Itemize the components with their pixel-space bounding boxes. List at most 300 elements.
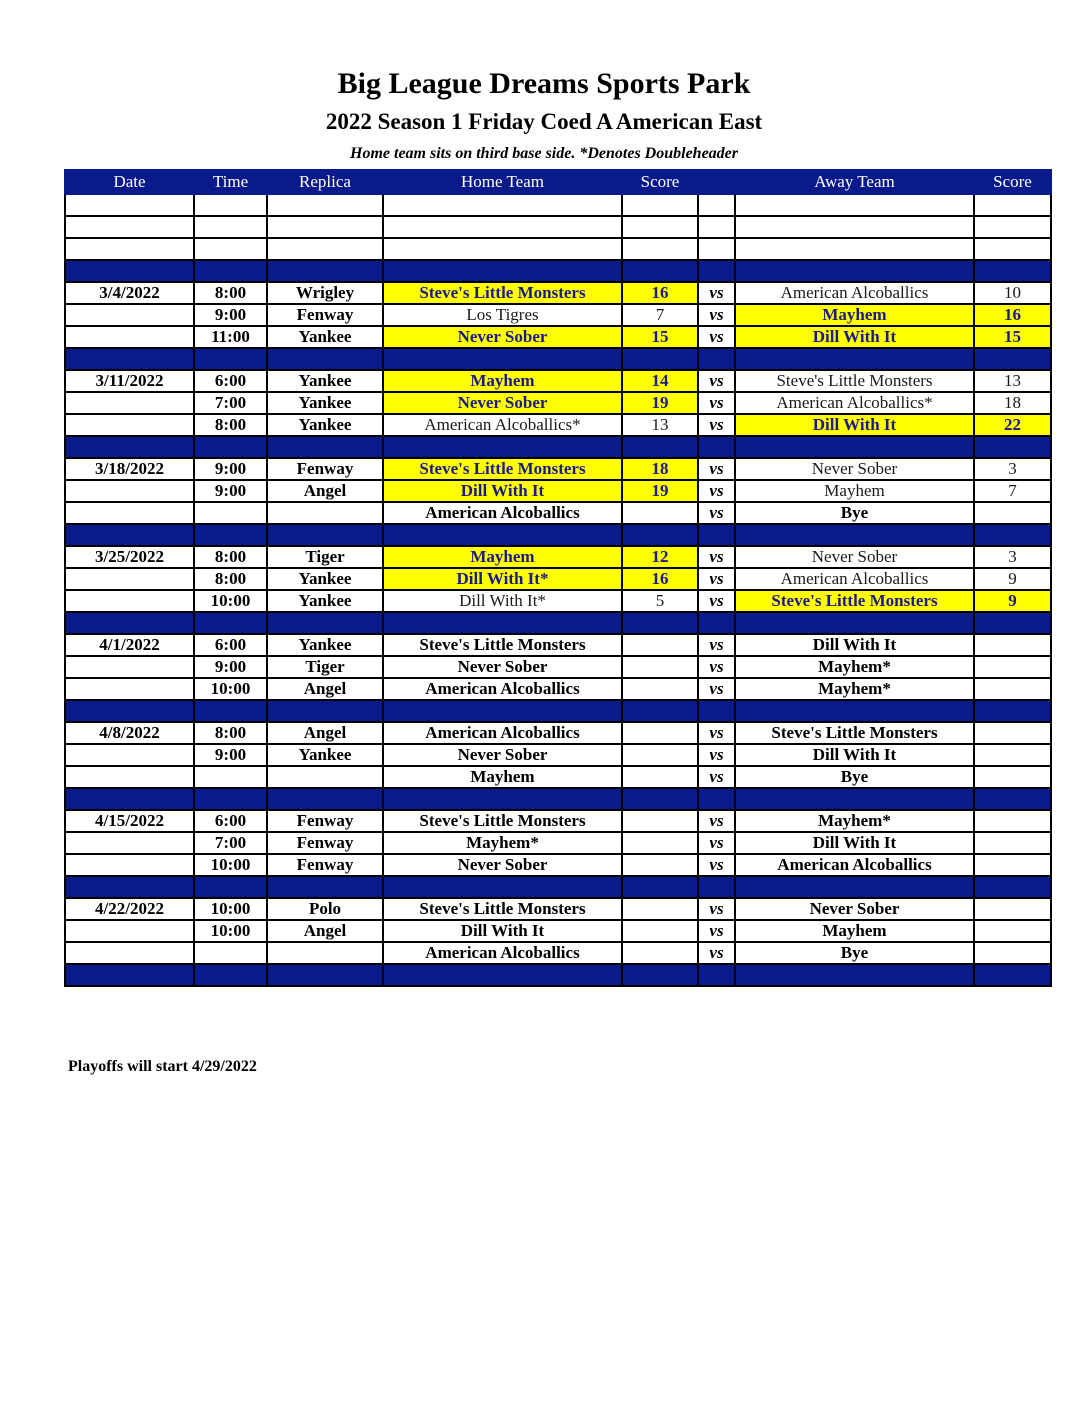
separator-cell (698, 964, 735, 986)
game-date: 4/22/2022 (65, 898, 194, 920)
field-replica: Angel (267, 722, 383, 744)
separator-cell (65, 612, 194, 634)
away-score: 10 (974, 282, 1051, 304)
home-score (622, 502, 698, 524)
field-replica (267, 766, 383, 788)
field-replica: Wrigley (267, 282, 383, 304)
away-score: 13 (974, 370, 1051, 392)
schedule-body (65, 194, 1051, 986)
away-team: American Alcoballics (735, 854, 974, 876)
game-time: 8:00 (194, 546, 267, 568)
separator-cell (974, 524, 1051, 546)
blank-cell (622, 194, 698, 216)
field-replica: Polo (267, 898, 383, 920)
game-time: 8:00 (194, 722, 267, 744)
vs-label: vs (698, 370, 735, 392)
separator-cell (65, 524, 194, 546)
separator-cell (974, 700, 1051, 722)
away-team: American Alcoballics (735, 568, 974, 590)
week-separator (65, 348, 1051, 370)
away-score: 9 (974, 590, 1051, 612)
game-time: 9:00 (194, 304, 267, 326)
home-team: Dill With It (383, 920, 622, 942)
away-score (974, 744, 1051, 766)
separator-cell (65, 876, 194, 898)
vs-label: vs (698, 326, 735, 348)
blank-cell (65, 216, 194, 238)
field-replica: Yankee (267, 634, 383, 656)
separator-cell (622, 788, 698, 810)
schedule-note: Home team sits on third base side. *Denotes Doubleheader (350, 145, 738, 162)
home-team: Steve's Little Monsters (383, 634, 622, 656)
away-score: 16 (974, 304, 1051, 326)
playoffs-note: Playoffs will start 4/29/2022 (68, 1058, 257, 1075)
field-replica: Yankee (267, 326, 383, 348)
separator-cell (194, 964, 267, 986)
game-time: 6:00 (194, 810, 267, 832)
blank-cell (698, 194, 735, 216)
table-row (65, 810, 1051, 832)
separator-cell (383, 612, 622, 634)
away-team: Dill With It (735, 634, 974, 656)
home-team: Steve's Little Monsters (383, 810, 622, 832)
game-date (65, 942, 194, 964)
home-score (622, 832, 698, 854)
vs-label: vs (698, 546, 735, 568)
separator-cell (974, 348, 1051, 370)
game-date (65, 414, 194, 436)
col-header-away-team: Away Team (735, 170, 974, 194)
home-team: Dill With It (383, 480, 622, 502)
week-separator (65, 260, 1051, 282)
field-replica: Fenway (267, 832, 383, 854)
blank-cell (698, 238, 735, 260)
game-date: 3/11/2022 (65, 370, 194, 392)
col-header-home-team: Home Team (383, 170, 622, 194)
home-team: American Alcoballics (383, 678, 622, 700)
game-time: 9:00 (194, 744, 267, 766)
game-time: 10:00 (194, 678, 267, 700)
game-date: 4/8/2022 (65, 722, 194, 744)
home-team: Dill With It* (383, 590, 622, 612)
away-team: American Alcoballics (735, 282, 974, 304)
table-row (65, 766, 1051, 788)
separator-cell (194, 524, 267, 546)
away-score: 9 (974, 568, 1051, 590)
home-team: American Alcoballics (383, 942, 622, 964)
col-header-home-score: Score (622, 170, 698, 194)
home-score: 12 (622, 546, 698, 568)
away-team: Bye (735, 502, 974, 524)
table-header (65, 170, 1051, 194)
vs-label: vs (698, 568, 735, 590)
game-date (65, 304, 194, 326)
vs-label: vs (698, 898, 735, 920)
vs-label: vs (698, 854, 735, 876)
separator-cell (267, 964, 383, 986)
game-time: 10:00 (194, 590, 267, 612)
blank-cell (622, 238, 698, 260)
separator-cell (698, 788, 735, 810)
away-score (974, 898, 1051, 920)
field-replica: Yankee (267, 590, 383, 612)
separator-cell (65, 348, 194, 370)
vs-label: vs (698, 810, 735, 832)
away-score: 3 (974, 546, 1051, 568)
game-time: 6:00 (194, 634, 267, 656)
away-team: Never Sober (735, 458, 974, 480)
blank-cell (267, 194, 383, 216)
game-time: 7:00 (194, 832, 267, 854)
blank-row (65, 238, 1051, 260)
separator-cell (735, 348, 974, 370)
blank-cell (194, 194, 267, 216)
separator-cell (622, 436, 698, 458)
separator-cell (267, 788, 383, 810)
game-date (65, 766, 194, 788)
separator-cell (267, 260, 383, 282)
separator-cell (698, 876, 735, 898)
blank-cell (65, 194, 194, 216)
separator-cell (974, 436, 1051, 458)
separator-cell (383, 524, 622, 546)
away-team: Mayhem (735, 920, 974, 942)
separator-cell (383, 876, 622, 898)
game-time: 10:00 (194, 920, 267, 942)
header-row (65, 170, 1051, 194)
vs-label: vs (698, 480, 735, 502)
away-score (974, 502, 1051, 524)
week-separator (65, 612, 1051, 634)
separator-cell (974, 876, 1051, 898)
separator-cell (383, 964, 622, 986)
table-row (65, 370, 1051, 392)
game-date (65, 326, 194, 348)
vs-label: vs (698, 392, 735, 414)
vs-label: vs (698, 590, 735, 612)
vs-label: vs (698, 832, 735, 854)
table-row (65, 832, 1051, 854)
game-time (194, 942, 267, 964)
home-team: Never Sober (383, 854, 622, 876)
field-replica: Yankee (267, 568, 383, 590)
separator-cell (698, 524, 735, 546)
table-row (65, 304, 1051, 326)
game-time: 9:00 (194, 458, 267, 480)
game-date (65, 678, 194, 700)
separator-cell (65, 436, 194, 458)
away-team: Steve's Little Monsters (735, 370, 974, 392)
game-time: 8:00 (194, 414, 267, 436)
separator-cell (194, 612, 267, 634)
game-date (65, 392, 194, 414)
home-team: American Alcoballics (383, 722, 622, 744)
separator-cell (974, 788, 1051, 810)
separator-cell (622, 700, 698, 722)
separator-cell (65, 788, 194, 810)
table-row (65, 568, 1051, 590)
table-row (65, 678, 1051, 700)
home-team: Steve's Little Monsters (383, 898, 622, 920)
vs-label: vs (698, 920, 735, 942)
table-row (65, 414, 1051, 436)
vs-label: vs (698, 744, 735, 766)
separator-cell (383, 260, 622, 282)
blank-cell (383, 194, 622, 216)
separator-cell (622, 524, 698, 546)
separator-cell (194, 876, 267, 898)
away-team: Never Sober (735, 898, 974, 920)
game-date (65, 590, 194, 612)
week-separator (65, 524, 1051, 546)
table-row (65, 502, 1051, 524)
away-team: Bye (735, 942, 974, 964)
vs-label: vs (698, 634, 735, 656)
away-team: Dill With It (735, 414, 974, 436)
separator-cell (194, 700, 267, 722)
separator-cell (735, 700, 974, 722)
game-date (65, 744, 194, 766)
blank-cell (65, 238, 194, 260)
game-time: 6:00 (194, 370, 267, 392)
home-team: Mayhem (383, 766, 622, 788)
game-time: 11:00 (194, 326, 267, 348)
away-score: 7 (974, 480, 1051, 502)
table-row (65, 392, 1051, 414)
table-row (65, 898, 1051, 920)
home-score (622, 898, 698, 920)
separator-cell (735, 876, 974, 898)
separator-cell (65, 260, 194, 282)
field-replica: Tiger (267, 546, 383, 568)
vs-label: vs (698, 678, 735, 700)
vs-label: vs (698, 722, 735, 744)
blank-row (65, 216, 1051, 238)
home-team: Steve's Little Monsters (383, 282, 622, 304)
game-date: 3/18/2022 (65, 458, 194, 480)
col-header-time: Time (194, 170, 267, 194)
field-replica: Angel (267, 920, 383, 942)
away-score (974, 920, 1051, 942)
blank-cell (735, 216, 974, 238)
separator-cell (735, 260, 974, 282)
field-replica: Yankee (267, 392, 383, 414)
separator-cell (267, 348, 383, 370)
separator-cell (622, 876, 698, 898)
separator-cell (698, 348, 735, 370)
separator-cell (267, 436, 383, 458)
away-score: 3 (974, 458, 1051, 480)
separator-cell (267, 612, 383, 634)
field-replica (267, 502, 383, 524)
field-replica: Yankee (267, 414, 383, 436)
table-row (65, 744, 1051, 766)
game-date: 3/25/2022 (65, 546, 194, 568)
vs-label: vs (698, 282, 735, 304)
blank-cell (267, 216, 383, 238)
week-separator (65, 436, 1051, 458)
vs-label: vs (698, 458, 735, 480)
game-date: 3/4/2022 (65, 282, 194, 304)
away-team: Dill With It (735, 744, 974, 766)
separator-cell (194, 348, 267, 370)
separator-cell (383, 436, 622, 458)
home-score: 5 (622, 590, 698, 612)
table-row (65, 458, 1051, 480)
home-score (622, 656, 698, 678)
game-time: 8:00 (194, 282, 267, 304)
blank-cell (383, 216, 622, 238)
separator-cell (735, 436, 974, 458)
separator-cell (735, 524, 974, 546)
separator-cell (735, 788, 974, 810)
separator-cell (194, 260, 267, 282)
schedule-table (64, 169, 1052, 987)
vs-label: vs (698, 766, 735, 788)
separator-cell (622, 612, 698, 634)
away-score (974, 832, 1051, 854)
separator-cell (735, 612, 974, 634)
game-time (194, 502, 267, 524)
blank-cell (383, 238, 622, 260)
home-score (622, 942, 698, 964)
table-row (65, 326, 1051, 348)
home-score: 19 (622, 480, 698, 502)
away-team: Bye (735, 766, 974, 788)
separator-cell (698, 612, 735, 634)
separator-cell (622, 964, 698, 986)
home-team: Never Sober (383, 656, 622, 678)
game-date (65, 656, 194, 678)
away-score: 22 (974, 414, 1051, 436)
home-score: 7 (622, 304, 698, 326)
game-date (65, 568, 194, 590)
home-team: American Alcoballics* (383, 414, 622, 436)
table-row (65, 942, 1051, 964)
week-separator (65, 788, 1051, 810)
away-team: Mayhem* (735, 810, 974, 832)
home-score (622, 744, 698, 766)
game-time: 10:00 (194, 898, 267, 920)
away-score (974, 634, 1051, 656)
away-team: Mayhem* (735, 656, 974, 678)
blank-cell (974, 216, 1051, 238)
field-replica: Fenway (267, 458, 383, 480)
game-date (65, 502, 194, 524)
vs-label: vs (698, 502, 735, 524)
home-team: Steve's Little Monsters (383, 458, 622, 480)
separator-cell (735, 964, 974, 986)
table-row (65, 854, 1051, 876)
away-score (974, 810, 1051, 832)
home-score: 15 (622, 326, 698, 348)
away-team: Mayhem (735, 480, 974, 502)
field-replica (267, 942, 383, 964)
table-row (65, 920, 1051, 942)
separator-cell (383, 788, 622, 810)
home-score: 16 (622, 282, 698, 304)
home-score (622, 634, 698, 656)
blank-cell (698, 216, 735, 238)
field-replica: Fenway (267, 810, 383, 832)
blank-row (65, 194, 1051, 216)
vs-label: vs (698, 304, 735, 326)
season-subtitle: 2022 Season 1 Friday Coed A American East (325, 109, 763, 134)
away-team: Steve's Little Monsters (735, 590, 974, 612)
game-time: 10:00 (194, 854, 267, 876)
game-time: 8:00 (194, 568, 267, 590)
separator-cell (65, 700, 194, 722)
field-replica: Tiger (267, 656, 383, 678)
home-score: 18 (622, 458, 698, 480)
home-score (622, 766, 698, 788)
table-row (65, 634, 1051, 656)
home-score (622, 920, 698, 942)
table-row (65, 656, 1051, 678)
home-team: Los Tigres (383, 304, 622, 326)
separator-cell (383, 348, 622, 370)
home-team: Never Sober (383, 326, 622, 348)
separator-cell (267, 700, 383, 722)
table-row (65, 282, 1051, 304)
blank-cell (267, 238, 383, 260)
separator-cell (698, 260, 735, 282)
away-score: 15 (974, 326, 1051, 348)
separator-cell (267, 876, 383, 898)
game-time (194, 766, 267, 788)
separator-cell (194, 436, 267, 458)
vs-label: vs (698, 656, 735, 678)
separator-cell (974, 612, 1051, 634)
separator-cell (974, 260, 1051, 282)
field-replica: Yankee (267, 370, 383, 392)
field-replica: Yankee (267, 744, 383, 766)
away-team: Mayhem (735, 304, 974, 326)
home-score (622, 854, 698, 876)
separator-cell (698, 436, 735, 458)
field-replica: Angel (267, 480, 383, 502)
separator-cell (698, 700, 735, 722)
home-score (622, 810, 698, 832)
away-team: Mayhem* (735, 678, 974, 700)
home-score: 13 (622, 414, 698, 436)
blank-cell (974, 194, 1051, 216)
field-replica: Angel (267, 678, 383, 700)
home-team: Never Sober (383, 392, 622, 414)
home-score: 16 (622, 568, 698, 590)
away-team: Steve's Little Monsters (735, 722, 974, 744)
away-score: 18 (974, 392, 1051, 414)
week-separator (65, 964, 1051, 986)
home-team: Mayhem (383, 546, 622, 568)
vs-label: vs (698, 942, 735, 964)
table-row (65, 546, 1051, 568)
game-date: 4/1/2022 (65, 634, 194, 656)
away-score (974, 942, 1051, 964)
separator-cell (65, 964, 194, 986)
away-score (974, 766, 1051, 788)
field-replica: Fenway (267, 304, 383, 326)
blank-cell (622, 216, 698, 238)
game-date (65, 920, 194, 942)
away-score (974, 678, 1051, 700)
separator-cell (194, 788, 267, 810)
table-row (65, 722, 1051, 744)
away-score (974, 854, 1051, 876)
col-header-vs (698, 170, 735, 194)
game-date: 4/15/2022 (65, 810, 194, 832)
separator-cell (974, 964, 1051, 986)
